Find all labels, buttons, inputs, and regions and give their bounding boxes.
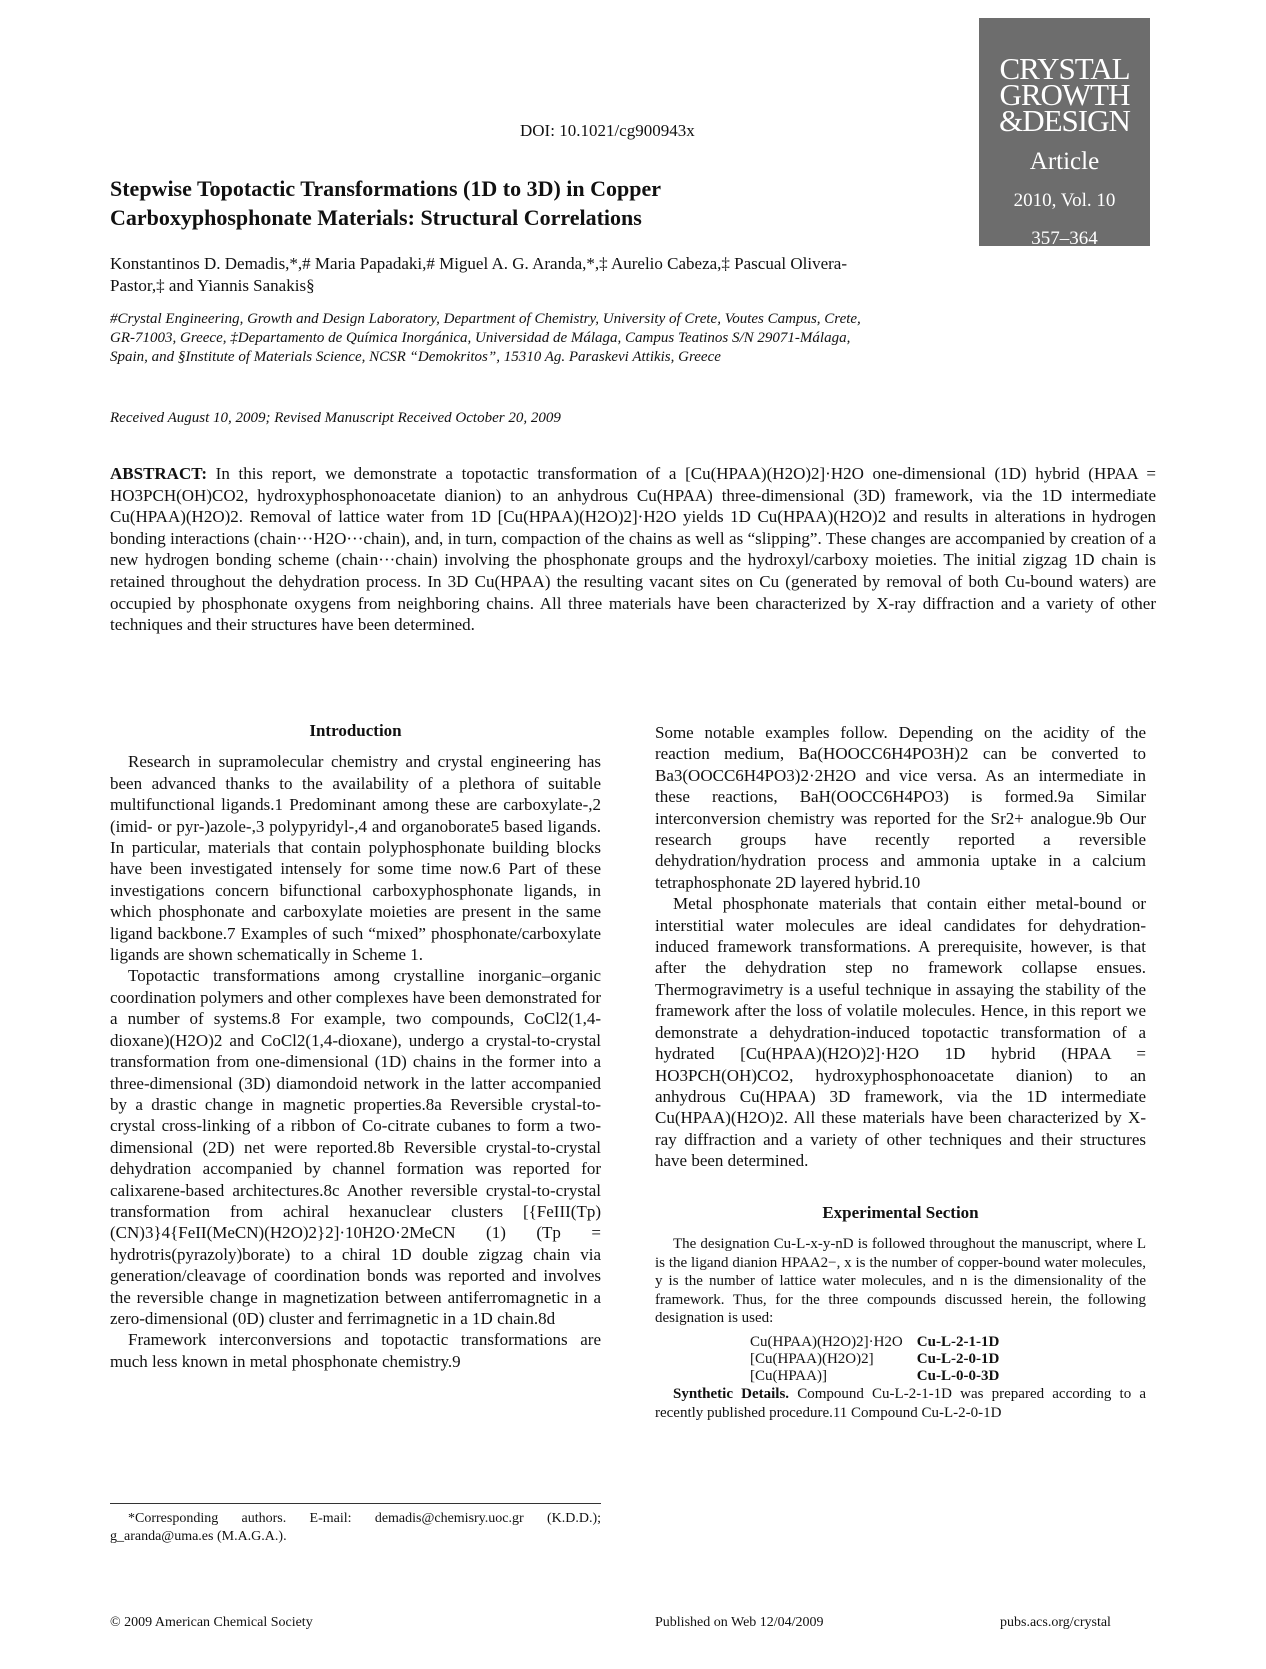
article-title: Stepwise Topotactic Transformations (1D to 3D) in Copper Carboxyphosphonate Materials: Structural Correlations xyxy=(110,176,661,230)
author-list: Konstantinos D. Demadis,*,# Maria Papadaki,# Miguel A. G. Aranda,*,‡ Aurelio Cabeza,‡ Pascual Olivera-Pastor,‡ and Yiannis Sanakis§ xyxy=(110,254,847,295)
journal-name-line1: CRYSTAL xyxy=(999,51,1130,86)
left-column xyxy=(110,720,601,1372)
abstract xyxy=(110,463,1156,636)
copyright: © 2009 American Chemical Society xyxy=(110,1615,313,1630)
synthetic-details-label: Synthetic Details. xyxy=(673,1385,790,1402)
synthetic-details-text: Compound Cu-L-2-1-1D was prepared according to a recently published procedure.11 Compound Cu-L-2-0-1D xyxy=(655,1385,1147,1421)
section-heading-experimental: Experimental Section xyxy=(822,1202,979,1222)
designation-table xyxy=(750,1334,1007,1385)
designation-code: Cu-L-2-1-1D xyxy=(916,1333,1000,1350)
journal-volume: 2010, Vol. 10 xyxy=(1013,190,1116,211)
journal-name-line2: GROWTH xyxy=(999,77,1130,112)
designation-row xyxy=(750,1368,1007,1385)
footnote xyxy=(110,1510,601,1546)
affiliations: #Crystal Engineering, Growth and Design Laboratory, Department of Chemistry, University of Crete, Voutes Campus, Crete, GR-71003, Greece, ‡Departamento de Química Inorgánica, Universidad de Málaga, Campus Teatinos S/N 29071-Málaga, Spain, and §Institute of Materials Science, NCSR “Demokritos”, 15310 Ag. Paraskevi Attikis, Greece xyxy=(110,311,861,365)
intro-paragraph-5: Metal phosphonate materials that contain either metal-bound or interstitial water molecules are ideal candidates for dehydration-induced framework transformations. A prerequisite, however, is that after the dehydration step no framework collapse ensues. Thermogravimetry is a useful technique in assaying the stability of the framework after the loss of volatile molecules. Hence, in this report we demonstrate a dehydration-induced topotactic transformation of a hydrated [Cu(HPAA)(H2O)2]·H2O 1D hybrid (HPAA = HO3PCH(OH)CO2, hydroxyphosphonoacetate dianion) to an anhydrous Cu(HPAA) 3D framework, via the 1D intermediate Cu(HPAA)(H2O)2. All these materials have been characterized by X-ray diffraction and a variety of other techniques and their structures have been determined. xyxy=(655,894,1146,1171)
corresponding-authors-note: *Corresponding authors. E-mail: demadis@chemisry.uoc.gr (K.D.D.); g_aranda@uma.es (M.A.G.A.). xyxy=(110,1511,601,1544)
journal-name-line3: &DESIGN xyxy=(999,103,1130,138)
published-date: Published on Web 12/04/2009 xyxy=(655,1615,824,1630)
received-dates: Received August 10, 2009; Revised Manuscript Received October 20, 2009 xyxy=(110,410,561,426)
designation-formula: Cu(HPAA)(H2O)2]·H2O xyxy=(750,1333,903,1350)
intro-paragraph-3: Framework interconversions and topotactic transformations are much less known in metal phosphonate chemistry.9 xyxy=(110,1330,601,1371)
designation-row xyxy=(750,1334,1007,1351)
journal-logo-box xyxy=(979,18,1150,249)
abstract-label: ABSTRACT: xyxy=(110,464,207,483)
abstract-text: In this report, we demonstrate a topotactic transformation of a [Cu(HPAA)(H2O)2]·H2O one-dimensional (1D) hybrid (HPAA = HO3PCH(OH)CO2, hydroxyphosphonoacetate dianion) to an anhydrous Cu(HPAA) three-dimensional (3D) framework, via the 1D intermediate Cu(HPAA)(H2O)2. Removal of lattice water from 1D [Cu(HPAA)(H2O)2]·H2O yields 1D Cu(HPAA)(H2O)2 and results in alterations in hydrogen bonding interactions (chain···H2O···chain), and, in turn, compaction of the chains as well as “slipping”. These changes are accompanied by creation of a new hydrogen bonding scheme (chain···chain) involving the phosphonate groups and the hydroxyl/carboxy moieties. The initial zigzag 1D chain is retained throughout the dehydration process. In 3D Cu(HPAA) the resulting vacant sites on Cu (generated by removal of both Cu-bound waters) are occupied by phosphonate oxygens from neighboring chains. All three materials have been characterized by X-ray diffraction and a variety of other techniques and their structures have been determined. xyxy=(110,464,1156,635)
journal-pages: 357–364 xyxy=(1031,228,1098,249)
designation-code: Cu-L-0-0-3D xyxy=(916,1367,1000,1384)
intro-paragraph-1: Research in supramolecular chemistry and crystal engineering has been advanced thanks to the availability of a plethora of suitable multifunctional ligands.1 Predominant among these are carboxylate-,2 (imid- or pyr-)azole-,3 polypyridyl-,4 and organoborate5 based ligands. In particular, materials that contain polyphosphonate building blocks have been investigated intensely for some time now.6 Part of these investigations concern bifunctional carboxyphosphonate ligands, in which phosphonate and carboxylate moieties are present in the same ligand backbone.7 Examples of such “mixed” phosphonate/carboxylate ligands are shown schematically in Scheme 1. xyxy=(110,752,601,965)
section-heading-introduction: Introduction xyxy=(309,721,402,740)
intro-paragraph-2: Topotactic transformations among crystalline inorganic–organic coordination polymers and other complexes have been demonstrated for a number of systems.8 For example, two compounds, CoCl2(1,4-dioxane)(H2O)2 and CoCl2(1,4-dioxane), undergo a crystal-to-crystal transformation from one-dimensional (1D) chains in the former into a three-dimensional (3D) diamondoid network in the latter accompanied by a drastic change in magnetic properties.8a Reversible crystal-to-crystal cross-linking of a ribbon of Co-citrate cubanes to form a two-dimensional (2D) net were reported.8b Reversible crystal-to-crystal dehydration accompanied by channel formation was reported for calixarene-based architectures.8c Another reversible crystal-to-crystal transformation from achiral hexanuclear clusters [{FeIII(Tp)(CN)3}4{FeII(MeCN)(H2O)2}2]·10H2O·2MeCN (1) (Tp = hydrotris(pyrazoly)borate) to a chiral 1D double zigzag chain via generation/cleavage of coordination bonds was reported and involves the reversible change in magnetization between antiferromagnetic in a zero-dimensional (0D) cluster and ferrimagnetic in a 1D chain.8d xyxy=(110,966,601,1328)
article-type: Article xyxy=(1029,148,1100,175)
designation-formula: [Cu(HPAA)(H2O)2] xyxy=(750,1350,874,1367)
experimental-paragraph: The designation Cu-L-x-y-nD is followed throughout the manuscript, where L is the ligand dianion HPAA2−, x is the number of copper-bound water molecules, y is the number of lattice water molecules, and n is the dimensionality of the framework. Thus, for the three compounds discussed herein, the following designation is used: xyxy=(655,1235,1146,1327)
doi: DOI: 10.1021/cg900943x xyxy=(520,121,695,140)
designation-formula: [Cu(HPAA)] xyxy=(750,1367,827,1384)
right-column xyxy=(655,722,1146,1422)
footnote-divider xyxy=(110,1503,601,1504)
designation-code: Cu-L-2-0-1D xyxy=(916,1350,1000,1367)
synthetic-details-paragraph xyxy=(655,1385,1146,1422)
designation-row xyxy=(750,1351,1007,1368)
journal-url: pubs.acs.org/crystal xyxy=(1000,1615,1111,1630)
intro-paragraph-4: Some notable examples follow. Depending on the acidity of the reaction medium, Ba(HOOCC6H4PO3H)2 can be converted to Ba3(OOCC6H4PO3)2·2H2O and vice versa. As an intermediate in these reactions, BaH(OOCC6H4PO3) is formed.9a Similar interconversion chemistry was reported for the Sr2+ analogue.9b Our research groups have recently reported a reversible dehydration/hydration process and ammonia uptake in a calcium tetraphosphonate 2D layered hybrid.10 xyxy=(655,723,1146,892)
